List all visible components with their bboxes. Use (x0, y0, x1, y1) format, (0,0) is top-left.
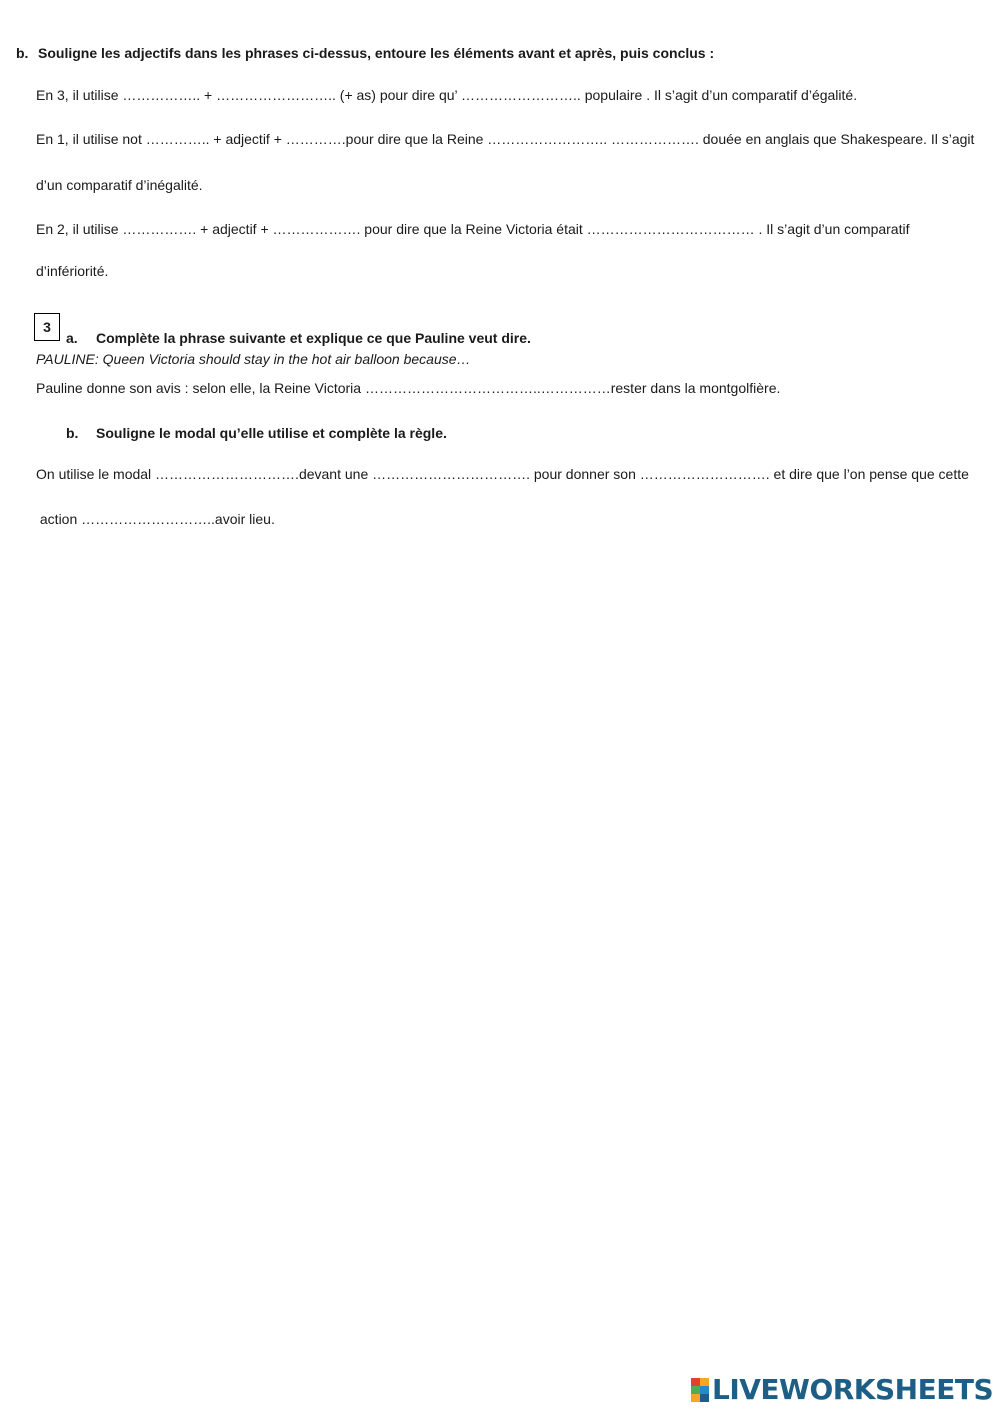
exercise3-part-a-heading (66, 329, 531, 347)
section-b-marker: b. (16, 45, 29, 61)
inequality-sentence: En 1, il utilise not ………….. + adjectif + ………….pour dire que la Reine …………………….. ………………. douée en anglais que Shakespeare. Il s’agit (36, 131, 975, 147)
inferiority-sentence-continued: d’infériorité. (36, 263, 109, 279)
exercise3-part-b-heading (66, 424, 447, 442)
liveworksheets-logo-icon (691, 1378, 709, 1402)
pauline-quote: PAULINE: Queen Victoria should stay in the hot air balloon because… (36, 351, 471, 367)
pauline-answer-line: Pauline donne son avis : selon elle, la Reine Victoria ………………………………..……………rester dans la montgolfière. (36, 380, 781, 396)
equality-sentence: En 3, il utilise …………….. + …………………….. (+ as) pour dire qu’ …………………….. populaire . Il s’agit d’un comparatif d’égalité. (36, 87, 858, 103)
part-b-marker: b. (66, 425, 79, 441)
liveworksheets-logo-text: LIVEWORKSHEETS (712, 1373, 994, 1406)
part-a-marker: a. (66, 330, 78, 346)
modal-rule-line: On utilise le modal ………………………….devant une ……………………………. pour donner son ………………………. et dire que l’on pense que cette (36, 466, 969, 482)
inequality-sentence-continued: d’un comparatif d’inégalité. (36, 177, 203, 193)
section-b-heading-text: Souligne les adjectifs dans les phrases ci-dessus, entoure les éléments avant et après, puis conclus : (38, 45, 715, 61)
modal-rule-line-continued: action ………………………..avoir lieu. (36, 511, 275, 527)
exercise-number-box: 3 (34, 313, 60, 341)
section-b-heading (16, 44, 714, 62)
inferiority-sentence: En 2, il utilise ……………. + adjectif + ………………. pour dire que la Reine Victoria était ……………………………… . Il s’agit d’un comparatif (36, 221, 910, 237)
liveworksheets-logo (691, 1375, 993, 1405)
part-a-heading-text: Complète la phrase suivante et explique ce que Pauline veut dire. (96, 330, 531, 346)
part-b-heading-text: Souligne le modal qu’elle utilise et complète la règle. (96, 425, 447, 441)
